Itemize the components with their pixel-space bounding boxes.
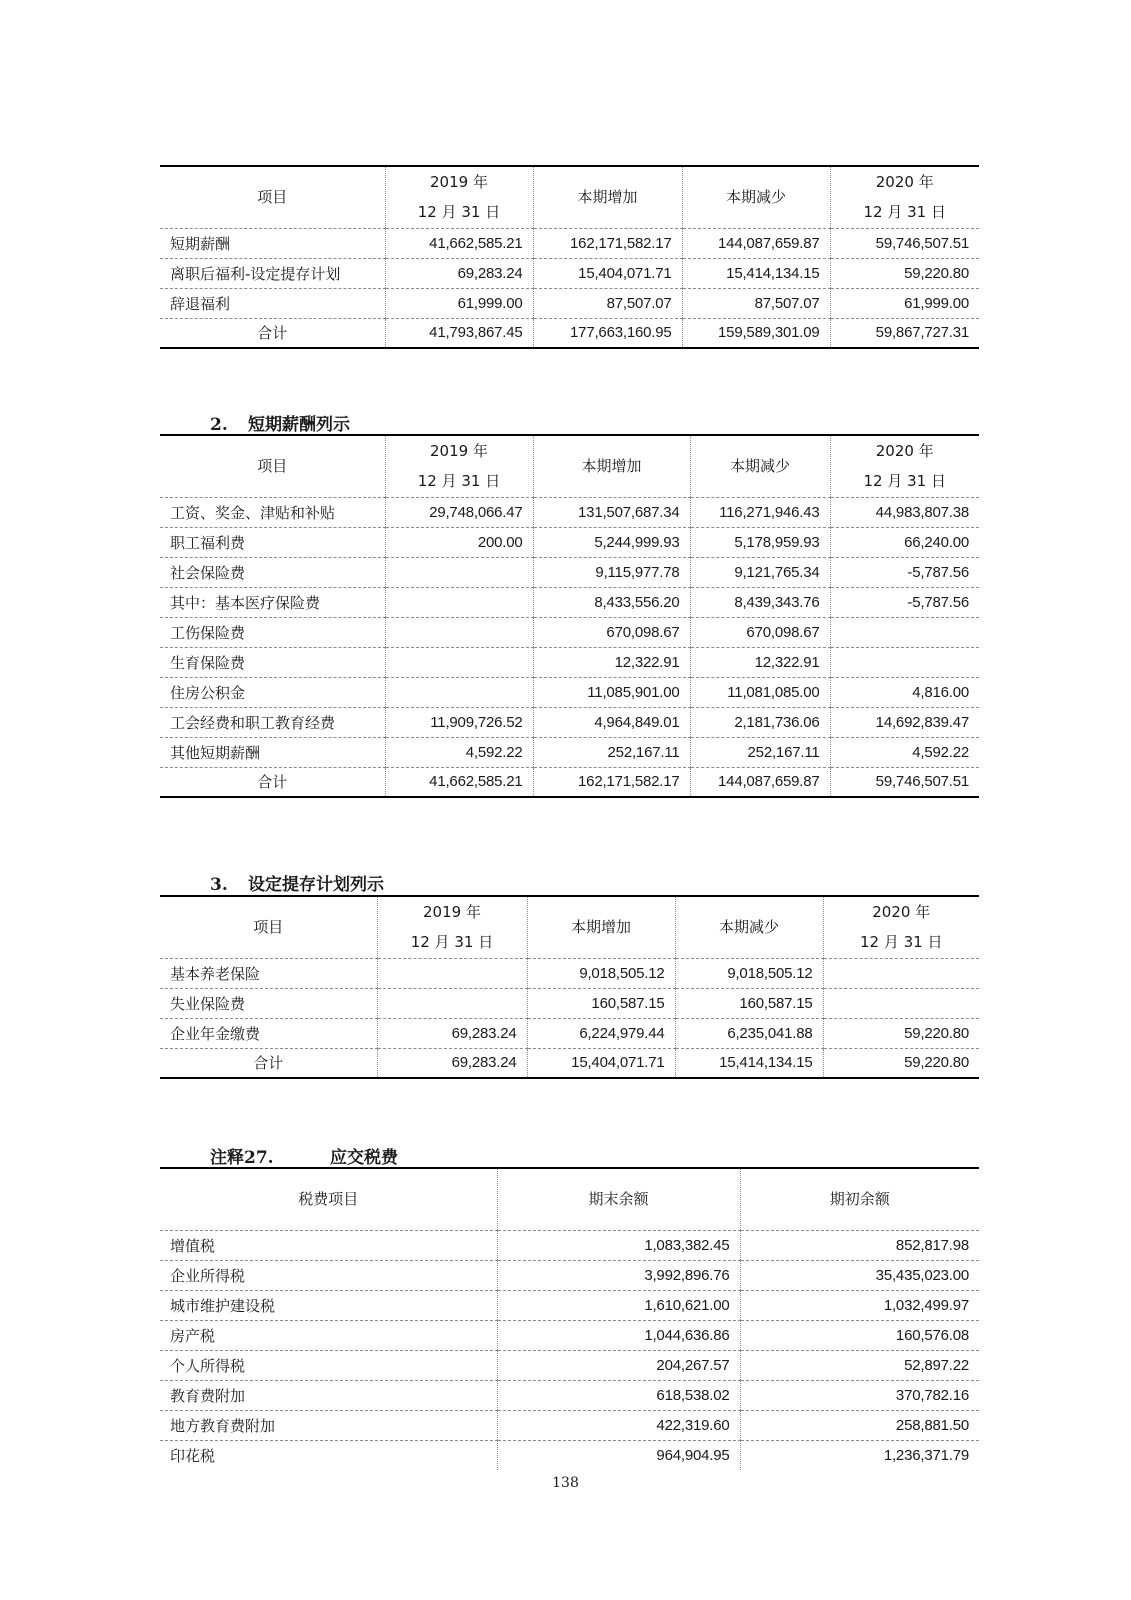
row-label: 合计 bbox=[160, 318, 385, 348]
cell-end: 3,992,896.76 bbox=[497, 1260, 740, 1290]
row-label: 房产税 bbox=[160, 1320, 497, 1350]
table-row bbox=[160, 1260, 979, 1290]
table-row bbox=[160, 1048, 979, 1078]
cell-inc: 5,244,999.93 bbox=[533, 527, 690, 557]
cell-inc: 9,115,977.78 bbox=[533, 557, 690, 587]
table-row bbox=[160, 988, 979, 1018]
cell-end: 422,319.60 bbox=[497, 1410, 740, 1440]
cell-v2019: 200.00 bbox=[385, 527, 533, 557]
cell-v2020 bbox=[830, 617, 979, 647]
cell-dec: 116,271,946.43 bbox=[690, 497, 830, 527]
cell-end: 1,083,382.45 bbox=[497, 1230, 740, 1260]
table-row bbox=[160, 1380, 979, 1410]
header-beginning-balance: 期初余额 bbox=[740, 1168, 979, 1230]
cell-inc: 162,171,582.17 bbox=[533, 228, 682, 258]
cell-v2019 bbox=[377, 958, 527, 988]
header-2019: 2019 年 12 月 31 日 bbox=[377, 896, 527, 958]
cell-inc: 15,404,071.71 bbox=[527, 1048, 675, 1078]
cell-v2019 bbox=[385, 647, 533, 677]
cell-end: 1,044,636.86 bbox=[497, 1320, 740, 1350]
cell-v2019: 41,662,585.21 bbox=[385, 767, 533, 797]
cell-v2019: 11,909,726.52 bbox=[385, 707, 533, 737]
cell-begin: 160,576.08 bbox=[740, 1320, 979, 1350]
cell-dec: 5,178,959.93 bbox=[690, 527, 830, 557]
cell-v2019: 4,592.22 bbox=[385, 737, 533, 767]
cell-v2020 bbox=[823, 958, 979, 988]
table-row bbox=[160, 228, 979, 258]
row-label: 社会保险费 bbox=[160, 557, 385, 587]
row-label: 辞退福利 bbox=[160, 288, 385, 318]
cell-v2020: 59,746,507.51 bbox=[830, 228, 979, 258]
cell-v2020: -5,787.56 bbox=[830, 587, 979, 617]
cell-v2020: 59,220.80 bbox=[823, 1018, 979, 1048]
table-row bbox=[160, 1410, 979, 1440]
cell-inc: 162,171,582.17 bbox=[533, 767, 690, 797]
row-label: 印花税 bbox=[160, 1440, 497, 1470]
cell-v2019: 41,793,867.45 bbox=[385, 318, 533, 348]
cell-dec: 160,587.15 bbox=[675, 988, 823, 1018]
row-label: 企业年金缴费 bbox=[160, 1018, 377, 1048]
table-row bbox=[160, 318, 979, 348]
table-row bbox=[160, 1018, 979, 1048]
row-label: 工资、奖金、津贴和补贴 bbox=[160, 497, 385, 527]
short-term-compensation-table bbox=[160, 434, 979, 798]
cell-v2020: 66,240.00 bbox=[830, 527, 979, 557]
table-row bbox=[160, 587, 979, 617]
header-item: 项目 bbox=[160, 166, 385, 228]
cell-v2019 bbox=[385, 587, 533, 617]
cell-v2019: 69,283.24 bbox=[385, 258, 533, 288]
cell-dec: 9,121,765.34 bbox=[690, 557, 830, 587]
cell-dec: 87,507.07 bbox=[682, 288, 830, 318]
cell-inc: 252,167.11 bbox=[533, 737, 690, 767]
cell-v2019: 61,999.00 bbox=[385, 288, 533, 318]
cell-dec: 252,167.11 bbox=[690, 737, 830, 767]
cell-v2019: 69,283.24 bbox=[377, 1018, 527, 1048]
table-row bbox=[160, 647, 979, 677]
note-27-heading: 注释27. 应交税费 bbox=[210, 1148, 398, 1168]
row-label: 合计 bbox=[160, 767, 385, 797]
cell-begin: 1,236,371.79 bbox=[740, 1440, 979, 1470]
section-2-heading: 2. 短期薪酬列示 bbox=[210, 415, 350, 435]
table-row bbox=[160, 1230, 979, 1260]
cell-inc: 8,433,556.20 bbox=[533, 587, 690, 617]
cell-inc: 11,085,901.00 bbox=[533, 677, 690, 707]
header-tax-item: 税费项目 bbox=[160, 1168, 497, 1230]
cell-v2020 bbox=[823, 988, 979, 1018]
cell-v2020: 59,867,727.31 bbox=[830, 318, 979, 348]
row-label: 短期薪酬 bbox=[160, 228, 385, 258]
cell-end: 618,538.02 bbox=[497, 1380, 740, 1410]
cell-inc: 670,098.67 bbox=[533, 617, 690, 647]
cell-end: 964,904.95 bbox=[497, 1440, 740, 1470]
cell-v2020: 61,999.00 bbox=[830, 288, 979, 318]
taxes-payable-table bbox=[160, 1167, 979, 1470]
table-row bbox=[160, 1290, 979, 1320]
cell-inc: 131,507,687.34 bbox=[533, 497, 690, 527]
cell-v2020: 14,692,839.47 bbox=[830, 707, 979, 737]
header-decrease: 本期减少 bbox=[675, 896, 823, 958]
cell-inc: 160,587.15 bbox=[527, 988, 675, 1018]
cell-v2020: 44,983,807.38 bbox=[830, 497, 979, 527]
row-label: 基本养老保险 bbox=[160, 958, 377, 988]
header-item: 项目 bbox=[160, 896, 377, 958]
table-row bbox=[160, 707, 979, 737]
row-label: 教育费附加 bbox=[160, 1380, 497, 1410]
section-3-heading: 3. 设定提存计划列示 bbox=[210, 875, 384, 895]
row-label: 增值税 bbox=[160, 1230, 497, 1260]
row-label: 工伤保险费 bbox=[160, 617, 385, 647]
cell-inc: 15,404,071.71 bbox=[533, 258, 682, 288]
cell-dec: 144,087,659.87 bbox=[682, 228, 830, 258]
row-label: 生育保险费 bbox=[160, 647, 385, 677]
header-2020: 2020 年 12 月 31 日 bbox=[823, 896, 979, 958]
header-increase: 本期增加 bbox=[527, 896, 675, 958]
cell-dec: 12,322.91 bbox=[690, 647, 830, 677]
row-label: 职工福利费 bbox=[160, 527, 385, 557]
cell-dec: 2,181,736.06 bbox=[690, 707, 830, 737]
cell-end: 204,267.57 bbox=[497, 1350, 740, 1380]
defined-contribution-table bbox=[160, 895, 979, 1079]
row-label: 其中：基本医疗保险费 bbox=[160, 587, 385, 617]
table-row bbox=[160, 677, 979, 707]
cell-inc: 4,964,849.01 bbox=[533, 707, 690, 737]
page-number: 138 bbox=[552, 1475, 579, 1491]
cell-inc: 9,018,505.12 bbox=[527, 958, 675, 988]
cell-begin: 370,782.16 bbox=[740, 1380, 979, 1410]
row-label: 工会经费和职工教育经费 bbox=[160, 707, 385, 737]
table-row bbox=[160, 288, 979, 318]
cell-inc: 6,224,979.44 bbox=[527, 1018, 675, 1048]
cell-v2020: 59,220.80 bbox=[830, 258, 979, 288]
cell-v2020: 4,816.00 bbox=[830, 677, 979, 707]
cell-dec: 6,235,041.88 bbox=[675, 1018, 823, 1048]
header-increase: 本期增加 bbox=[533, 435, 690, 497]
cell-dec: 11,081,085.00 bbox=[690, 677, 830, 707]
cell-inc: 87,507.07 bbox=[533, 288, 682, 318]
cell-v2019 bbox=[385, 677, 533, 707]
cell-dec: 15,414,134.15 bbox=[682, 258, 830, 288]
header-ending-balance: 期末余额 bbox=[497, 1168, 740, 1230]
cell-dec: 670,098.67 bbox=[690, 617, 830, 647]
header-2019: 2019 年 12 月 31 日 bbox=[385, 166, 533, 228]
header-2019: 2019 年 12 月 31 日 bbox=[385, 435, 533, 497]
cell-begin: 852,817.98 bbox=[740, 1230, 979, 1260]
row-label: 失业保险费 bbox=[160, 988, 377, 1018]
header-decrease: 本期减少 bbox=[682, 166, 830, 228]
header-decrease: 本期减少 bbox=[690, 435, 830, 497]
cell-v2020: -5,787.56 bbox=[830, 557, 979, 587]
cell-inc: 12,322.91 bbox=[533, 647, 690, 677]
table-row bbox=[160, 1320, 979, 1350]
table-row bbox=[160, 958, 979, 988]
cell-v2019 bbox=[385, 617, 533, 647]
cell-inc: 177,663,160.95 bbox=[533, 318, 682, 348]
table-row bbox=[160, 258, 979, 288]
table-row bbox=[160, 1350, 979, 1380]
cell-v2019: 69,283.24 bbox=[377, 1048, 527, 1078]
row-label: 合计 bbox=[160, 1048, 377, 1078]
cell-dec: 144,087,659.87 bbox=[690, 767, 830, 797]
cell-v2020: 59,220.80 bbox=[823, 1048, 979, 1078]
cell-dec: 8,439,343.76 bbox=[690, 587, 830, 617]
cell-v2019: 29,748,066.47 bbox=[385, 497, 533, 527]
table-row bbox=[160, 557, 979, 587]
table-row bbox=[160, 737, 979, 767]
row-label: 其他短期薪酬 bbox=[160, 737, 385, 767]
row-label: 地方教育费附加 bbox=[160, 1410, 497, 1440]
cell-v2020 bbox=[830, 647, 979, 677]
row-label: 住房公积金 bbox=[160, 677, 385, 707]
cell-dec: 15,414,134.15 bbox=[675, 1048, 823, 1078]
cell-v2019 bbox=[385, 557, 533, 587]
cell-begin: 52,897.22 bbox=[740, 1350, 979, 1380]
header-2020: 2020 年 12 月 31 日 bbox=[830, 166, 979, 228]
table-row bbox=[160, 1440, 979, 1470]
table-row bbox=[160, 617, 979, 647]
cell-end: 1,610,621.00 bbox=[497, 1290, 740, 1320]
row-label: 企业所得税 bbox=[160, 1260, 497, 1290]
row-label: 离职后福利-设定提存计划 bbox=[160, 258, 385, 288]
cell-v2020: 4,592.22 bbox=[830, 737, 979, 767]
cell-begin: 258,881.50 bbox=[740, 1410, 979, 1440]
cell-dec: 159,589,301.09 bbox=[682, 318, 830, 348]
cell-begin: 1,032,499.97 bbox=[740, 1290, 979, 1320]
cell-v2019: 41,662,585.21 bbox=[385, 228, 533, 258]
header-increase: 本期增加 bbox=[533, 166, 682, 228]
row-label: 个人所得税 bbox=[160, 1350, 497, 1380]
header-item: 项目 bbox=[160, 435, 385, 497]
table-row bbox=[160, 527, 979, 557]
table-row bbox=[160, 497, 979, 527]
header-2020: 2020 年 12 月 31 日 bbox=[830, 435, 979, 497]
table-row bbox=[160, 767, 979, 797]
cell-v2020: 59,746,507.51 bbox=[830, 767, 979, 797]
cell-dec: 9,018,505.12 bbox=[675, 958, 823, 988]
row-label: 城市维护建设税 bbox=[160, 1290, 497, 1320]
cell-v2019 bbox=[377, 988, 527, 1018]
employee-benefits-table bbox=[160, 165, 979, 349]
cell-begin: 35,435,023.00 bbox=[740, 1260, 979, 1290]
